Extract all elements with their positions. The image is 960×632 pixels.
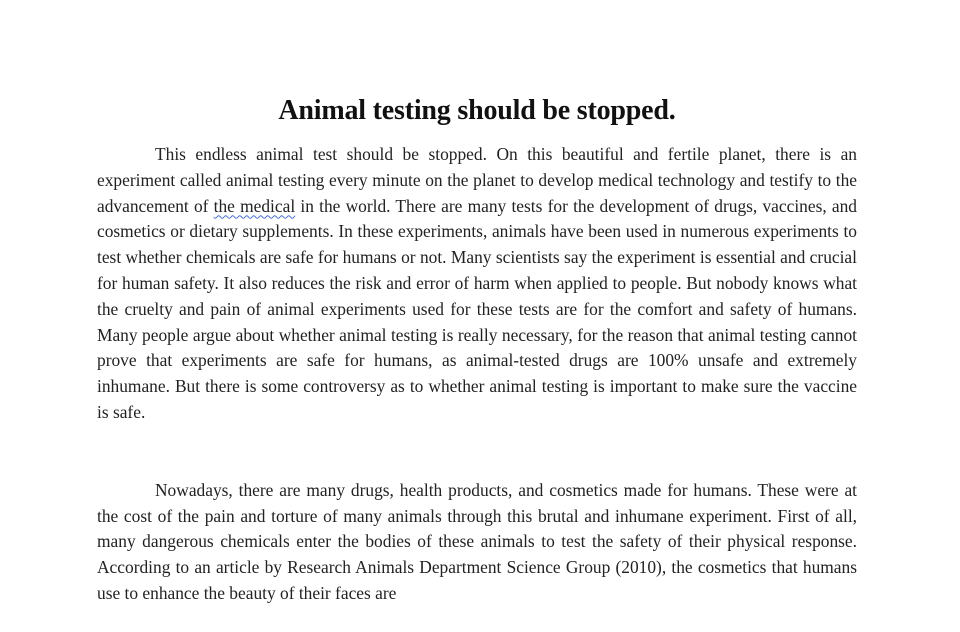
paragraph-1-text-start: This endless animal test should be stopped. On this beautiful and fertile planet, there is an experiment called animal testing every minute on the planet to develop medical technology and testify to the advancement of	[97, 144, 857, 216]
spellcheck-flagged-phrase[interactable]: the medical	[213, 195, 296, 216]
paragraph-1[interactable]	[97, 142, 857, 426]
document-page[interactable]	[97, 92, 857, 607]
paragraph-1-text-end: in the world. There are many tests for the development of drugs, vaccines, and cosmetics or dietary supplements. In these experiments, animals have been used in numerous experiments to test whether chemicals are safe for humans or not. Many scientists say the experiment is essential and crucial for human safety. It also reduces the risk and error of harm when applied to people. But nobody knows what the cruelty and pain of animal experiments used for these tests are for the comfort and safety of humans. Many people argue about whether animal testing is really necessary, for the reason that animal testing cannot prove that experiments are safe for humans, as animal-tested drugs are 100% unsafe and extremely inhumane. But there is some controversy as to whether animal testing is important to make sure the vaccine is safe.	[97, 195, 858, 422]
document-title[interactable]: Animal testing should be stopped.	[278, 95, 676, 126]
paragraph-2[interactable]: Nowadays, there are many drugs, health products, and cosmetics made for humans. These were at the cost of the pain and torture of many animals through this brutal and inhumane experiment. First of all, many dangerous chemicals enter the bodies of these animals to test the safety of their physical response. According to an article by Research Animals Department Science Group (2010), the cosmetics that humans use to enhance the beauty of their faces are	[97, 479, 857, 603]
